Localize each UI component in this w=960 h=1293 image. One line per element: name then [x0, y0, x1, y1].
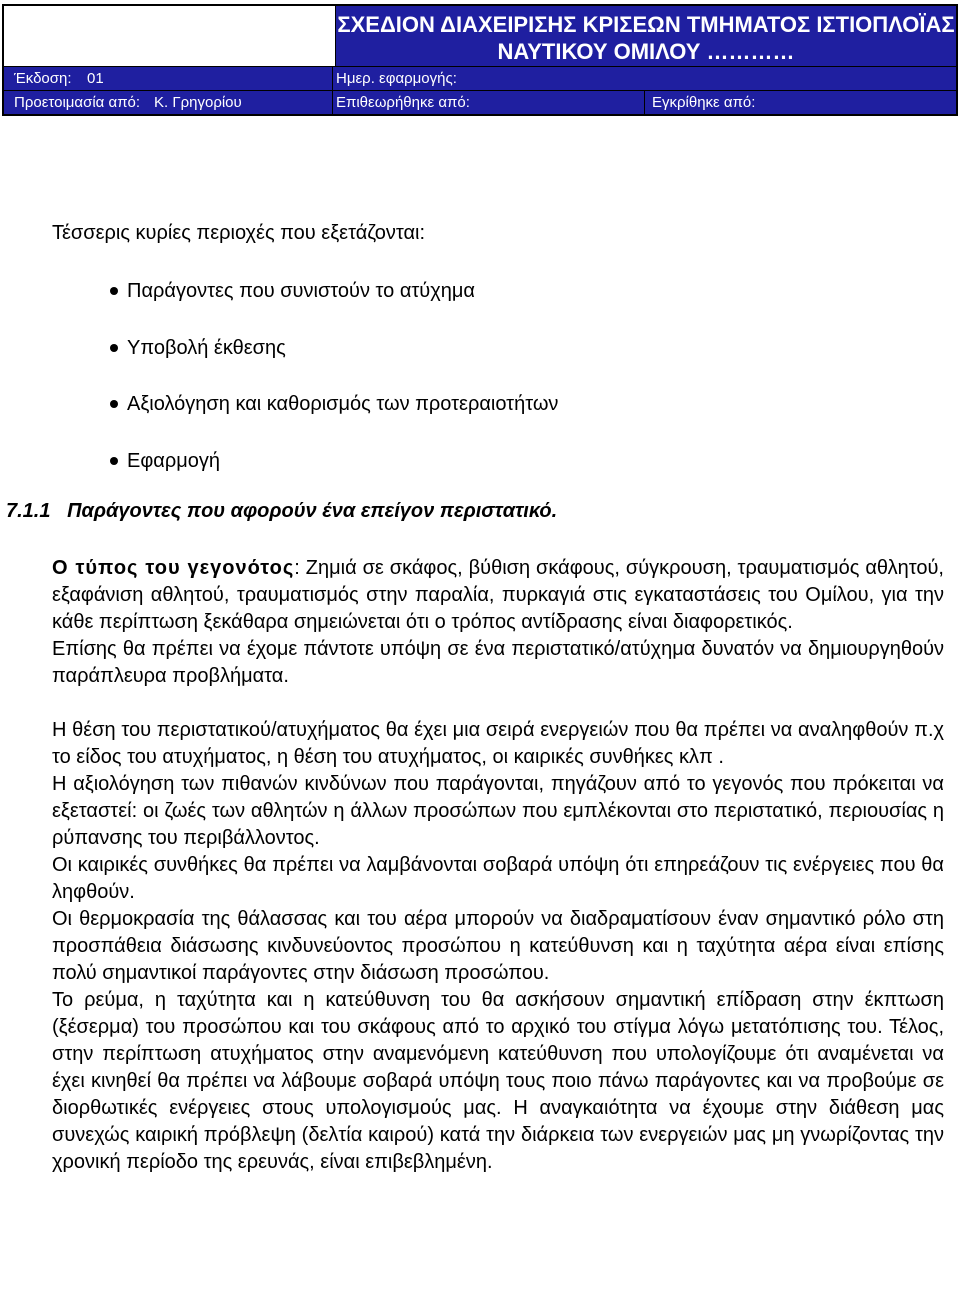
header-edition-row: [4, 67, 956, 90]
key-areas-list: [110, 277, 558, 503]
edition-label: Έκδοση:: [14, 70, 72, 87]
header-blank-cell: [4, 6, 336, 66]
prepared-label: Προετοιμασία από:: [14, 94, 141, 111]
list-item: Εφαρμογή: [110, 447, 558, 504]
header-approval-row: [4, 90, 956, 114]
paragraph: Επίσης θα πρέπει να έχομε πάντοτε υπόψη σε ένα περιστατικό/ατύχημα δυνατόν να δημιουργηθούν παράπλευρα προβλήματα.: [52, 638, 944, 687]
header-title-row: [4, 6, 956, 67]
column-divider: [332, 67, 333, 90]
document-header: [2, 4, 958, 116]
column-divider: [644, 91, 645, 114]
bullet-icon: [110, 400, 118, 408]
intro-text: Τέσσερις κυρίες περιοχές που εξετάζονται:: [52, 222, 426, 244]
paragraph: Οι θερμοκρασία της θάλασσας και του αέρα μπορούν να διαδραματίσουν έναν σημαντικό ρόλο στη προσπάθεια διάσωσης κινδυνεύοντος προσώπου η κατεύθυνση και η ταχύτητα αέρα είναι επίσης πολύ σημαντικοί παράγοντες στην διάσωση προσώπου.: [52, 908, 944, 984]
bullet-icon: [110, 287, 118, 295]
list-item: Αξιολόγηση και καθορισμός των προτεραιοτήτων: [110, 390, 558, 447]
paragraph: Η θέση του περιστατικού/ατυχήματος θα έχει μια σειρά ενεργειών που θα πρέπει να αναληφθούν π.χ το είδος του ατυχήματος, η θέση του ατυχήματος, οι καιρικές συνθήκες κλπ .: [52, 719, 944, 768]
paragraph: Οι καιρικές συνθήκες θα πρέπει να λαμβάνονται σοβαρά υπόψη ότι επηρεάζουν τις ενέργειες που θα ληφθούν.: [52, 854, 944, 903]
section-number: 7.1.1: [6, 500, 51, 522]
event-type-label: Ο τύπος του γεγονότος: [52, 557, 295, 579]
column-divider: [332, 91, 333, 114]
reviewed-label: Επιθεωρήθηκε από:: [336, 94, 470, 111]
paragraph: Το ρεύμα, η ταχύτητα και η κατεύθυνση του θα ασκήσουν σημαντική επίδραση στην έκπτωση (ξέσερμα) του προσώπου και του σκάφους από το αρχικό του στίγμα λόγω μετατόπισης του. Τέλος, στην περίπτωση ατυχήματος στην αναμενόμενη κατεύθυνση που υπολογίζουμε ότι αναμένεται να έχει κινηθεί θα πρέπει να λάβουμε σοβαρά υπόψη τους ποιο πάνω παράγοντες και να προβούμε σε διορθωτικές ενέργειες στους υπολογισμούς μας. Η αναγκαιότητα να έχουμε στην διάθεση μας συνεχώς καιρική πρόβλεψη (δελτία καιρού) κατά την διάρκεια των ενεργειών μας μη γνωρίζοντας την χρονική περίοδο της ερευνάς, είναι επιβεβλημένη.: [52, 989, 944, 1173]
bullet-icon: [110, 344, 118, 352]
section-title: Παράγοντες που αφορούν ένα επείγον περιστατικό.: [67, 500, 558, 522]
bullet-icon: [110, 457, 118, 465]
edition-value: 01: [87, 70, 104, 87]
document-title: ΣΧΕΔΙΟΝ ΔΙΑΧΕΙΡΙΣΗΣ ΚΡΙΣΕΩΝ ΤΜΗΜΑΤΟΣ ΙΣΤΙΟΠΛΟΪΑΣ ΝΑΥΤΙΚΟΥ ΟΜΙΛΟΥ …………: [336, 6, 956, 66]
approved-label: Εγκρίθηκε από:: [652, 94, 756, 111]
prepared-value: Κ. Γρηγορίου: [154, 94, 242, 111]
list-item: Παράγοντες που συνιστούν το ατύχημα: [110, 277, 558, 334]
paragraph: Ο τύπος του γεγονότος: Ζημιά σε σκάφος, βύθιση σκάφους, σύγκρουση, τραυματισμός αθλητού, εξαφάνιση αθλητού, τραυματισμός στην παραλία, πυρκαγιά στις εγκαταστάσεις του Ομίλου, για την κάθε περίπτωση ξεκάθαρα σημειώνεται ότι ο τρόπος αντίδρασης είναι διαφορετικός.: [52, 557, 944, 633]
document-body: [52, 555, 944, 1176]
apply-date-label: Ημερ. εφαρμογής:: [336, 70, 457, 87]
list-item: Υποβολή έκθεσης: [110, 334, 558, 391]
paragraph: Η αξιολόγηση των πιθανών κινδύνων που παράγονται, πηγάζουν από το γεγονός που πρόκειται να εξεταστεί: οι ζωές των αθλητών η άλλων προσώπων που εμπλέκονται στο περιστατικό, περιουσίας η ρύπανσης του περιβάλλοντος.: [52, 773, 944, 849]
section-heading: [6, 500, 558, 523]
